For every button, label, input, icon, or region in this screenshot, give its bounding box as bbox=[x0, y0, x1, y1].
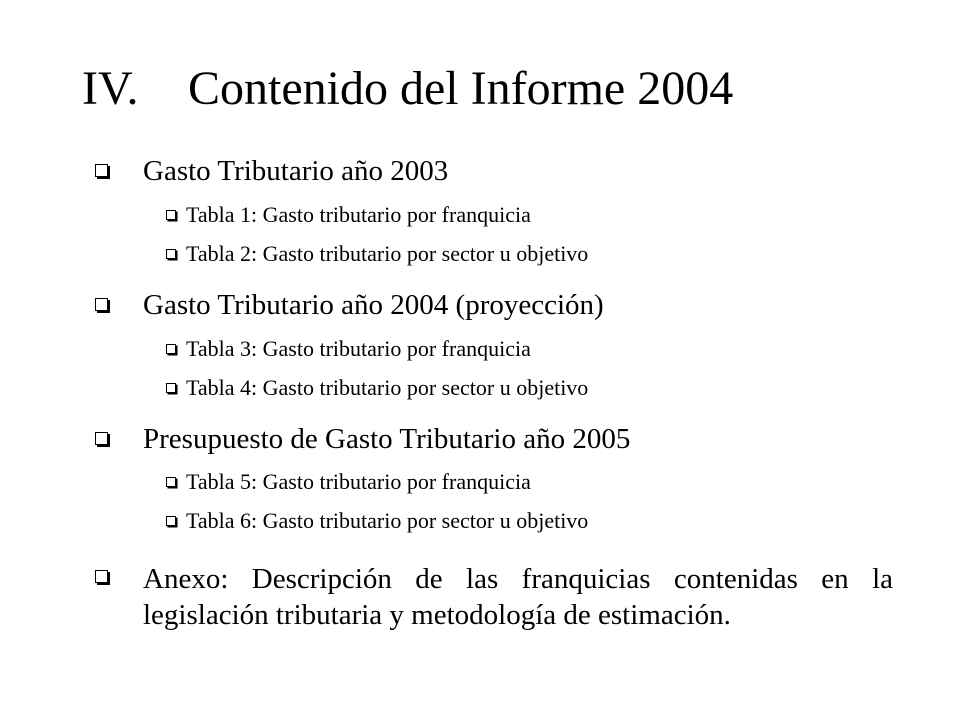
square-bullet-icon bbox=[166, 249, 176, 259]
square-bullet-icon bbox=[95, 432, 108, 445]
square-bullet-icon bbox=[95, 164, 108, 177]
list-item: Tabla 1: Gasto tributario por franquicia bbox=[186, 202, 531, 227]
square-bullet-icon bbox=[95, 570, 108, 583]
list-item: Tabla 4: Gasto tributario por sector u objetivo bbox=[186, 375, 589, 400]
list-item: Tabla 6: Gasto tributario por sector u objetivo bbox=[186, 508, 589, 533]
list-item: Tabla 5: Gasto tributario por franquicia bbox=[186, 469, 531, 494]
square-bullet-icon bbox=[166, 383, 176, 393]
title-number: IV. bbox=[82, 62, 139, 115]
square-bullet-icon bbox=[166, 516, 176, 526]
title-text: Contenido del Informe 2004 bbox=[188, 62, 734, 115]
section-heading: Presupuesto de Gasto Tributario año 2005 bbox=[143, 423, 631, 455]
section-heading: Gasto Tributario año 2003 bbox=[143, 155, 449, 187]
square-bullet-icon bbox=[166, 344, 176, 354]
list-item: Tabla 2: Gasto tributario por sector u objetivo bbox=[186, 241, 589, 266]
annex-text: Anexo: Descripción de las franquicias contenidas en la legislación tributaria y metodología de estimación. bbox=[143, 563, 893, 631]
slide-title bbox=[82, 60, 733, 118]
square-bullet-icon bbox=[166, 477, 176, 487]
square-bullet-icon bbox=[95, 298, 108, 311]
list-item: Tabla 3: Gasto tributario por franquicia bbox=[186, 336, 531, 361]
square-bullet-icon bbox=[166, 210, 176, 220]
section-heading: Gasto Tributario año 2004 (proyección) bbox=[143, 289, 604, 321]
